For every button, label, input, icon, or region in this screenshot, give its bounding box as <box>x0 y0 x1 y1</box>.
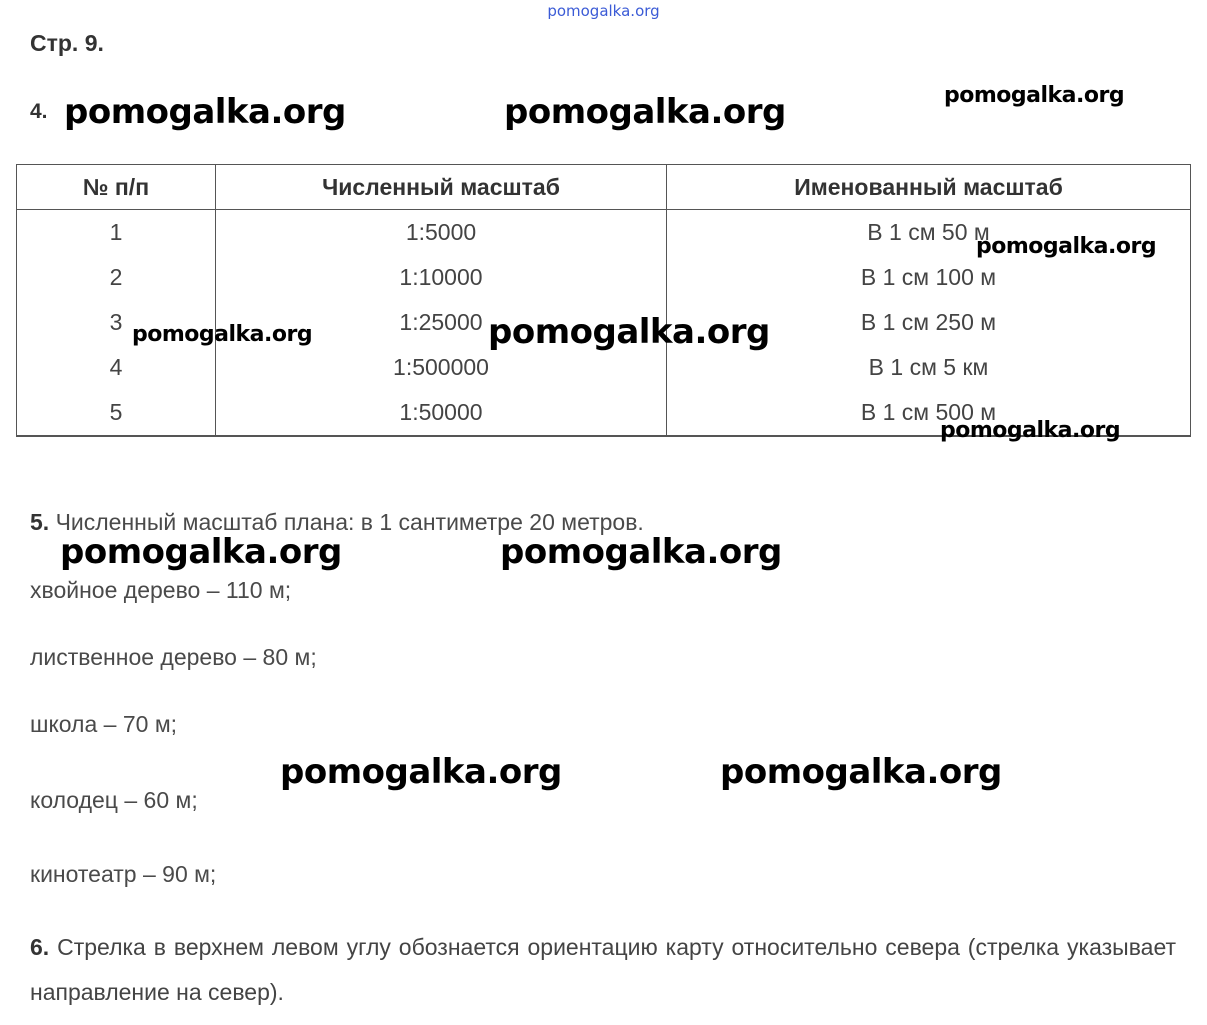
named-scale-cell: В 1 см 50 м <box>667 210 1191 256</box>
named-scale-cell: В 1 см 100 м <box>667 255 1191 300</box>
task5-line: кинотеатр – 90 м; <box>30 861 217 887</box>
watermark: pomogalka.org <box>720 752 1002 792</box>
numeric-scale-cell: 1:50000 <box>216 390 667 436</box>
row-number-cell: 2 <box>17 255 216 300</box>
row-number-cell: 4 <box>17 345 216 390</box>
scale-table <box>16 164 1191 437</box>
page-heading: Стр. 9. <box>30 30 104 56</box>
watermark: pomogalka.org <box>60 532 342 572</box>
watermark: pomogalka.org <box>280 752 562 792</box>
column-header-number: № п/п <box>17 165 216 210</box>
row-number-cell: 5 <box>17 390 216 436</box>
column-header-numeric-scale: Численный масштаб <box>216 165 667 210</box>
task6-text: Стрелка в верхнем левом углу обознается ориентацию карту относительно севера (стрелка указывает направление на север). <box>30 934 1177 1005</box>
watermark: pomogalka.org <box>944 83 1125 108</box>
site-link[interactable]: pomogalka.org <box>547 2 660 20</box>
task6-paragraph <box>30 925 1176 1015</box>
numeric-scale-cell: 1:500000 <box>216 345 667 390</box>
task5-line: лиственное дерево – 80 м; <box>30 644 317 670</box>
numeric-scale-cell: 1:10000 <box>216 255 667 300</box>
watermark: pomogalka.org <box>504 92 786 132</box>
named-scale-cell: В 1 см 5 км <box>667 345 1191 390</box>
table-header-row <box>17 165 1191 210</box>
column-header-named-scale: Именованный масштаб <box>667 165 1191 210</box>
task5-text: Численный масштаб плана: в 1 сантиметре 20 метров. <box>55 509 644 535</box>
named-scale-cell: В 1 см 500 м <box>667 390 1191 436</box>
watermark: pomogalka.org <box>976 234 1157 259</box>
watermark: pomogalka.org <box>500 532 782 572</box>
numeric-scale-cell: 1:25000 <box>216 300 667 345</box>
numeric-scale-cell: 1:5000 <box>216 210 667 256</box>
task5-line: школа – 70 м; <box>30 711 178 737</box>
task5-line: колодец – 60 м; <box>30 787 198 813</box>
task4-number: 4. <box>30 100 48 123</box>
table-row <box>17 255 1191 300</box>
task6-number: 6. <box>30 934 50 960</box>
watermark: pomogalka.org <box>132 322 313 347</box>
named-scale-cell: В 1 см 250 м <box>667 300 1191 345</box>
watermark: pomogalka.org <box>940 418 1121 443</box>
row-number-cell: 3 <box>17 300 216 345</box>
task5-number: 5. <box>30 509 50 535</box>
watermark: pomogalka.org <box>488 312 770 352</box>
row-number-cell: 1 <box>17 210 216 256</box>
task5-line: хвойное дерево – 110 м; <box>30 577 292 603</box>
watermark: pomogalka.org <box>64 92 346 132</box>
